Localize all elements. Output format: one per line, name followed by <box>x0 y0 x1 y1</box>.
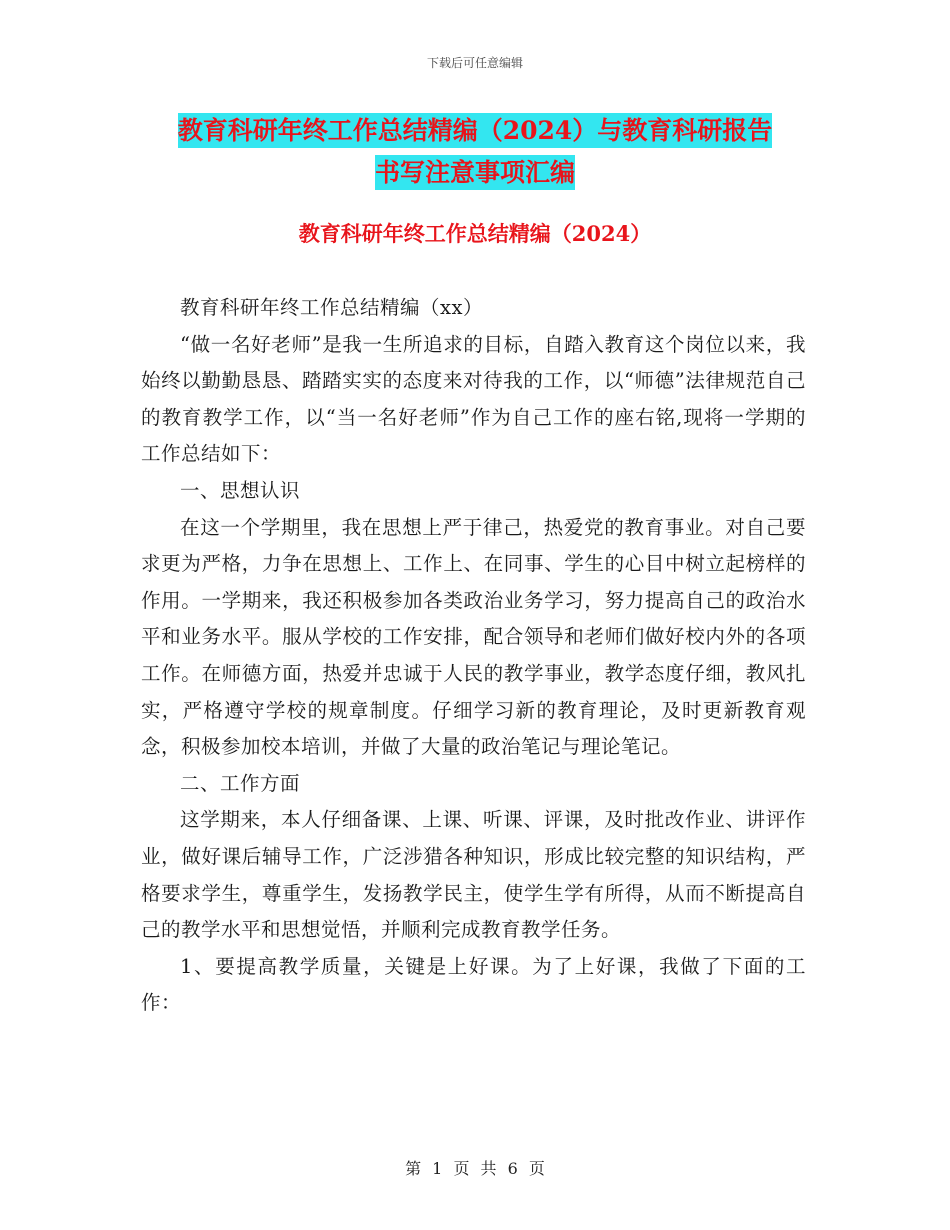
heading-thought: 一、思想认识 <box>180 478 301 502</box>
page-number: 第 1 页 共 6 页 <box>405 1159 545 1178</box>
section-title: 教育科研年终工作总结精编（2024） <box>298 221 652 246</box>
paragraph-subheading: 教育科研年终工作总结精编（xx） <box>180 296 483 319</box>
body-text <box>141 290 806 1022</box>
header-note: 下载后可任意编辑 <box>426 56 523 70</box>
title-line-1: 教育科研年终工作总结精编（2024）与教育科研报告 <box>178 113 773 148</box>
paragraph-thought: 在这一个学期里，我在思想上严于律己，热爱党的教育事业。对自己要求更为严格，力争在思想上、工作上、在同事、学生的心目中树立起榜样的作用。一学期来，我还积极参加各类政治业务学习，努力提高自己的政治水平和业务水平。服从学校的工作安排，配合领导和老师们做好校内外的各项工作。在师德方面，热爱并忠诚于人民的教学事业，教学态度仔细，教风扎实，严格遵守学校的规章制度。仔细学习新的教育理论，及时更新教育观念，积极参加校本培训，并做了大量的政治笔记与理论笔记。 <box>141 515 806 759</box>
paragraph-work: 这学期来，本人仔细备课、上课、听课、评课，及时批改作业、讲评作业，做好课后辅导工作，广泛涉猎各种知识，形成比较完整的知识结构，严格要求学生，尊重学生，发扬教学民主，使学生学有所得，从而不断提高自己的教学水平和思想觉悟，并顺利完成教育教学任务。 <box>141 808 806 942</box>
title-line-2: 书写注意事项汇编 <box>375 155 575 190</box>
paragraph-intro: “做一名好老师”是我一生所追求的目标，自踏入教育这个岗位以来，我始终以勤勤恳恳、踏踏实实的态度来对待我的工作，以“师德”法律规范自己的教育教学工作，以“当一名好老师”作为自己工作的座右铭,现将一学期的工作总结如下： <box>141 332 806 466</box>
paragraph-item-1: 1、要提高教学质量，关键是上好课。为了上好课，我做了下面的工作： <box>141 954 806 1015</box>
document-title <box>0 110 950 194</box>
heading-work: 二、工作方面 <box>180 771 301 795</box>
